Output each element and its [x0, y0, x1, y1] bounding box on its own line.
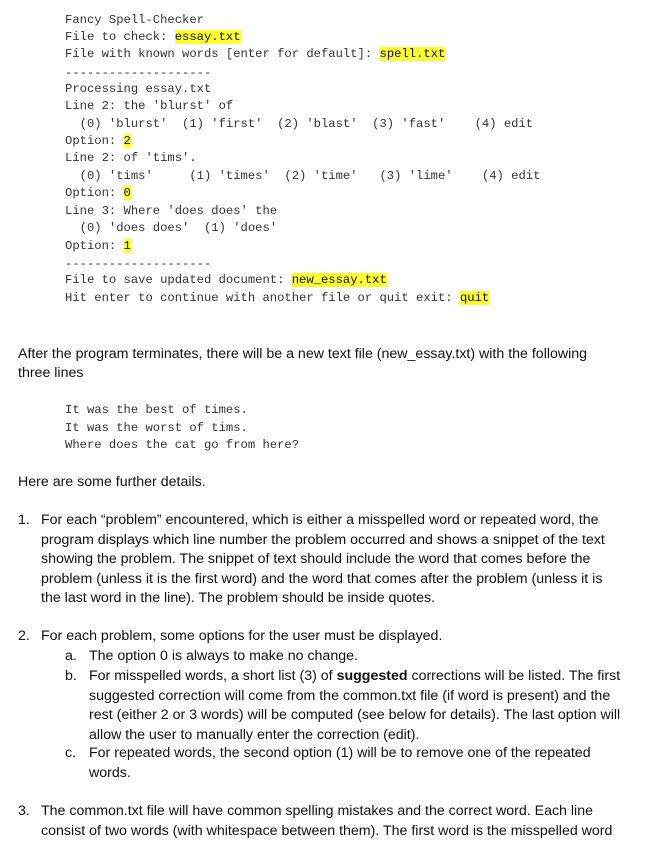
- output-line-1: It was the best of times.: [65, 403, 248, 417]
- problem-1-line: Line 2: the 'blurst' of: [65, 99, 234, 113]
- known-words-value: spell.txt: [379, 47, 446, 61]
- item-1-text: [41, 511, 641, 609]
- known-words-line: [65, 45, 445, 63]
- item-2b-bold-suggested: suggested: [336, 668, 408, 684]
- problem-3-line: Line 3: Where 'does does' the: [65, 204, 278, 218]
- item-1-line-2: program displays which line number the problem occurred and shows a snippet of the text: [41, 531, 605, 548]
- output-line-3: Where does the cat go from here?: [65, 438, 300, 452]
- problem-2-line: Line 2: of 'tims'.: [65, 151, 197, 165]
- item-2b-letter: b.: [65, 668, 77, 684]
- item-2a-letter: a.: [65, 648, 77, 664]
- problem-1-option-line: [65, 132, 131, 150]
- check-file-line: [65, 28, 241, 46]
- continue-value: quit: [459, 291, 490, 305]
- after-paragraph-line-1: After the program terminates, there will be a new text file (new_essay.txt) with the following: [18, 346, 588, 362]
- item-1-number: 1.: [18, 512, 30, 528]
- after-paragraph-line-2: three lines: [18, 365, 84, 381]
- continue-prompt: Hit enter to continue with another file or quit exit:: [65, 291, 460, 305]
- check-file-prompt: File to check:: [65, 30, 175, 44]
- item-2-text: For each problem, some options for the user must be displayed.: [41, 628, 443, 644]
- item-2a-text: The option 0 is always to make no change.: [89, 648, 358, 664]
- item-2b-line-1-post: corrections will be listed. The first: [407, 668, 621, 684]
- problem-1-choice: 2: [123, 134, 131, 148]
- option-label: Option:: [65, 134, 124, 148]
- item-2c-line-2: words.: [89, 764, 131, 781]
- problem-2-options: (0) 'tims' (1) 'times' (2) 'time' (3) 'lime' (4) edit: [65, 169, 541, 183]
- item-1-line-4: problem (unless it is the first word) and the word that comes after the problem (unless it is: [41, 570, 603, 587]
- problem-2-choice: 0: [123, 186, 131, 200]
- item-2b-line-1: [89, 667, 649, 687]
- save-line: [65, 271, 387, 289]
- console-title: Fancy Spell-Checker: [65, 13, 204, 27]
- item-2b-line-2: suggested correction will come from the common.txt file (if word is present) and the: [89, 687, 611, 704]
- item-3-number: 3.: [18, 803, 30, 819]
- save-prompt: File to save updated document:: [65, 273, 292, 287]
- item-2c-letter: c.: [65, 745, 77, 761]
- item-3-text: [41, 802, 641, 841]
- option-label: Option:: [65, 186, 124, 200]
- problem-3-option-line: [65, 237, 131, 255]
- item-1-line-5: the last word in the line). The problem should be inside quotes.: [41, 590, 436, 606]
- item-2b-line-3: rest (either 2 or 3 words) will be computed (see below for details). The last option will: [89, 707, 621, 723]
- item-2b-line-4: allow the user to manually enter the correction (edit).: [89, 726, 420, 743]
- item-2c-text: [89, 744, 649, 783]
- item-1-line-1: For each “problem” encountered, which is either a misspelled word or repeated word, the: [41, 512, 599, 528]
- output-line-2: It was the worst of tims.: [65, 421, 248, 435]
- item-1-line-3: showing the problem. The snippet of text should include the word that comes before the: [41, 551, 591, 567]
- details-intro: Here are some further details.: [18, 474, 206, 490]
- known-words-prompt: File with known words [enter for default]:: [65, 47, 380, 61]
- item-2-number: 2.: [18, 628, 30, 644]
- problem-3-options: (0) 'does does' (1) 'does': [65, 221, 278, 235]
- problem-2-option-line: [65, 184, 131, 202]
- item-3-line-2: consist of two words (with whitespace between them). The first word is the misspelled word: [41, 822, 613, 839]
- item-3-line-1: The common.txt file will have common spelling mistakes and the correct word. Each line: [41, 803, 593, 819]
- item-2b-line-1-pre: For misspelled words, a short list (3) of: [89, 668, 337, 684]
- item-2c-line-1: For repeated words, the second option (1) will be to remove one of the repeated: [89, 745, 591, 761]
- check-file-value: essay.txt: [174, 30, 241, 44]
- option-label: Option:: [65, 239, 124, 253]
- problem-1-options: (0) 'blurst' (1) 'first' (2) 'blast' (3) 'fast' (4) edit: [65, 117, 534, 131]
- separator-2: --------------------: [65, 257, 212, 271]
- separator-1: --------------------: [65, 66, 212, 80]
- item-2b-text: [89, 667, 649, 745]
- continue-line: [65, 289, 489, 307]
- processing-line: Processing essay.txt: [65, 82, 212, 96]
- save-value: new_essay.txt: [291, 273, 387, 287]
- problem-3-choice: 1: [123, 239, 131, 253]
